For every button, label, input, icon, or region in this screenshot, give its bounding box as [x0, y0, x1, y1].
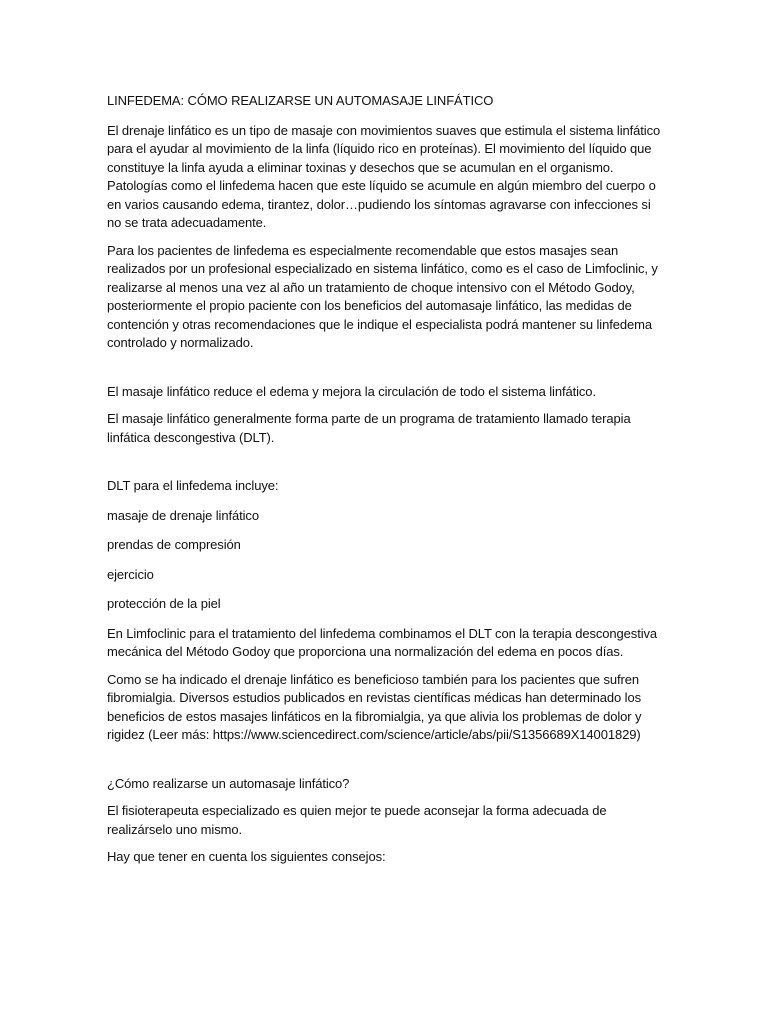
- paragraph-pacientes-linfedema: Para los pacientes de linfedema es especialmente recomendable que estos masajes sean realizados por un profesional especializado en sistema linfático, como es el caso de Limfoclinic, y realizarse al menos una vez al año un tratamiento de choque intensivo con el Método Godoy, posteriormente el propio paciente con los beneficios del automasaje linfático, las medidas de contención y otras recomendaciones que le indique el especialista podrá mantener su linfedema controlado y normalizado.: [107, 242, 658, 350]
- document-title: LINFEDEMA: CÓMO REALIZARSE UN AUTOMASAJE LINFÁTICO: [107, 93, 494, 108]
- paragraph-dlt-heading: DLT para el linfedema incluye:: [107, 478, 279, 493]
- paragraph-fibromialgia: Como se ha indicado el drenaje linfático es beneficioso también para los pacientes que sufren fibromialgia. Diversos estudios publicados en revistas científicas médicas han determinado los beneficios de estos masajes linfáticos en la fibromialgia, ya que alivia los problemas de dolor y rigidez (Leer más: https://www.sciencedirect.com/science/article/abs/pii/S1356689X14001829): [107, 671, 642, 742]
- section-heading-automasaje: ¿Cómo realizarse un automasaje linfático?: [107, 775, 350, 791]
- paragraph-dlt-definition: El masaje linfático generalmente forma parte de un programa de tratamiento llamado terapia linfática descongestiva (DLT).: [107, 411, 631, 445]
- list-item-dlt-4: protección de la piel: [107, 596, 221, 611]
- list-item-dlt-2: prendas de compresión: [107, 537, 241, 552]
- document-body: [107, 92, 667, 876]
- paragraph-reduce-edema: El masaje linfático reduce el edema y mejora la circulación de todo el sistema linfático.: [107, 383, 596, 399]
- list-item-dlt-1: masaje de drenaje linfático: [107, 507, 259, 523]
- paragraph-fisioterapeuta: El fisioterapeuta especializado es quien mejor te puede aconsejar la forma adecuada de realizárselo uno mismo.: [107, 803, 607, 837]
- paragraph-drenaje-intro: El drenaje linfático es un tipo de masaje con movimientos suaves que estimula el sistema linfático para el ayudar al movimiento de la linfa (líquido rico en proteínas). El movimiento del líquido que constituye la linfa ayuda a eliminar toxinas y desechos que se acumulan en el organismo. Patologías como el linfedema hacen que este líquido se acumule en algún miembro del cuerpo o en varios causando edema, tirantez, dolor…pudiendo los síntomas agravarse con infecciones si no se trata adecuadamente.: [107, 122, 661, 230]
- list-item-dlt-3: ejercicio: [107, 566, 154, 582]
- paragraph-consejos: Hay que tener en cuenta los siguientes consejos:: [107, 849, 386, 864]
- paragraph-limfoclinic-godoy: En Limfoclinic para el tratamiento del linfedema combinamos el DLT con la terapia descongestiva mecánica del Método Godoy que proporciona una normalización del edema en pocos días.: [107, 625, 658, 659]
